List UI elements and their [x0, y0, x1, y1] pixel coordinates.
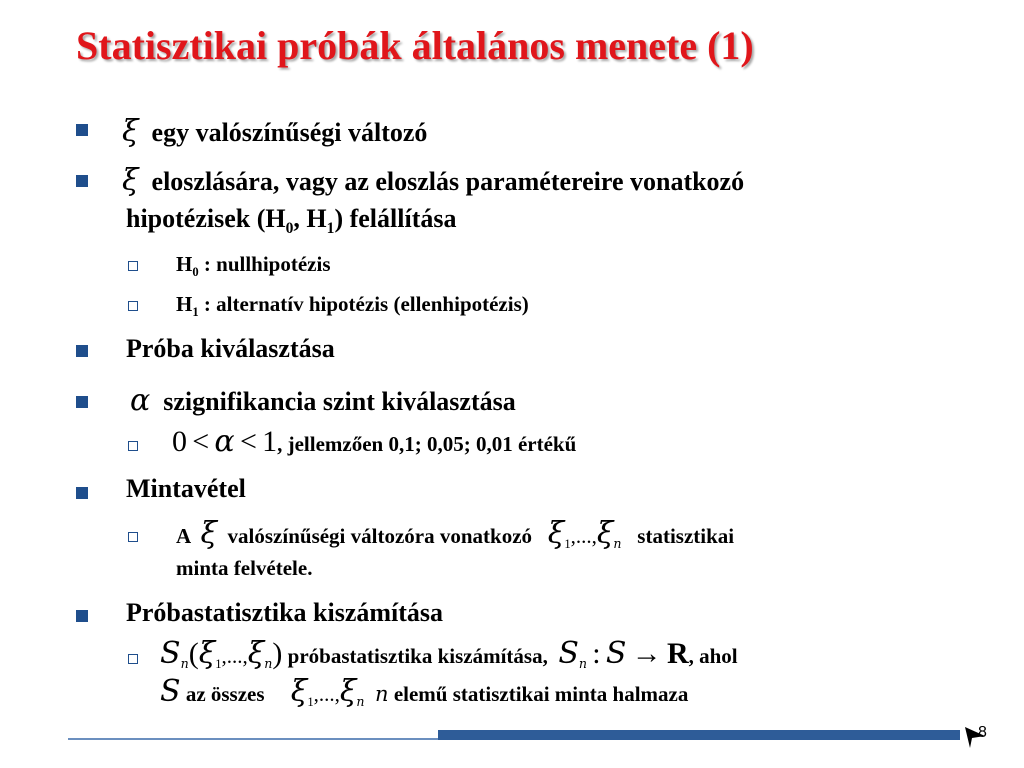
bullet-2-text: eloszlására, vagy az eloszlás paramétereire vonatkozó — [151, 167, 745, 196]
bullet-4-text: szignifikancia szint kiválasztása — [163, 387, 516, 416]
xi-symbol: ξ — [198, 636, 216, 671]
bullet-2-continuation — [126, 204, 456, 238]
sub-bullet-square-icon — [128, 441, 138, 451]
sub-bullet-h1 — [176, 292, 529, 320]
bullet-6: Próbastatisztika kiszámítása — [126, 598, 444, 627]
s-symbol: S — [605, 636, 627, 671]
sub-bullet-h0 — [176, 252, 331, 280]
page-number: 8 — [978, 724, 987, 741]
dots: ,..., — [313, 682, 340, 706]
s-symbol: S — [160, 674, 181, 709]
statistic-text-ahol: , ahol — [688, 644, 738, 668]
zero: 0 — [172, 425, 187, 458]
xi-symbol: ξ — [290, 674, 308, 709]
sub-n: n — [356, 694, 365, 710]
sub-bullet-square-icon — [128, 532, 138, 542]
sub-n: n — [578, 656, 588, 672]
sub-bullet-statistic — [160, 636, 738, 672]
dots: ,..., — [221, 644, 248, 668]
bullet-1-text: egy valószínűségi változó — [151, 118, 428, 147]
sub-bullet-square-icon — [128, 654, 138, 664]
xi-symbol: ξ — [122, 114, 139, 149]
sub-0: 0 — [192, 265, 199, 280]
sub-bullet-h0-text: : nullhipotézis — [203, 252, 331, 276]
bullet-2 — [122, 163, 744, 198]
alpha-symbol: α — [130, 383, 151, 418]
less-than: < — [192, 425, 210, 458]
statistic-text: próbastatisztika kiszámítása, — [287, 644, 548, 668]
xi-symbol: ξ — [547, 516, 565, 551]
less-than: < — [239, 425, 257, 458]
sub-bullet-alpha-range — [172, 424, 576, 459]
sub-bullet-alpha-text: , jellemzően 0,1; 0,05; 0,01 értékű — [277, 432, 577, 456]
sub-1: 1 — [564, 537, 571, 552]
sampling-text: valószínűségi változóra vonatkozó — [227, 524, 533, 548]
sampling-a: A — [176, 524, 191, 548]
colon: : — [592, 637, 601, 670]
bullet-5: Mintavétel — [126, 474, 246, 503]
sub-1: 1 — [215, 657, 222, 672]
sub-bullet-square-icon — [128, 261, 138, 271]
bullet-square-icon — [76, 610, 88, 622]
sampling-text-end: statisztikai — [637, 524, 735, 548]
alpha-symbol: α — [214, 424, 235, 459]
bullet-3: Próba kiválasztása — [126, 334, 335, 363]
bullet-square-icon — [76, 345, 88, 357]
sub-1: 1 — [307, 695, 314, 710]
slide-title: Statisztikai próbák általános menete (1) — [76, 23, 754, 68]
sub-bullet-statistic-cont — [160, 674, 688, 710]
sub-bullet-h1-text: : alternatív hipotézis (ellenhipotézis) — [203, 292, 529, 316]
bullet-2-cont-post: ) felállítása — [334, 204, 457, 233]
one: 1 — [262, 425, 278, 458]
arrow-symbol: → — [631, 637, 662, 670]
sub-bullet-sampling-cont: minta felvétele. — [176, 556, 313, 580]
xi-symbol: ξ — [596, 516, 614, 551]
s-symbol: S — [558, 636, 579, 671]
xi-symbol: ξ — [122, 163, 139, 198]
s-symbol: S — [160, 636, 181, 671]
bullet-square-icon — [76, 487, 88, 499]
sub-bullet-sampling — [176, 516, 734, 552]
xi-symbol: ξ — [247, 636, 265, 671]
n-symbol: n — [375, 682, 389, 706]
bullet-square-icon — [76, 396, 88, 408]
sub-1: 1 — [326, 220, 335, 238]
bullet-1 — [122, 114, 427, 149]
left-paren: ( — [188, 637, 199, 670]
dots: ,..., — [570, 524, 597, 548]
bullet-4 — [130, 383, 516, 418]
bullet-square-icon — [76, 175, 88, 187]
sub-bullet-square-icon — [128, 301, 138, 311]
footer-bar — [438, 730, 960, 740]
h-letter: H — [176, 292, 193, 316]
h-letter: H — [176, 252, 193, 276]
bullet-2-cont-pre: hipotézisek (H — [126, 204, 286, 233]
sub-n: n — [264, 656, 273, 672]
sub-n: n — [613, 536, 622, 552]
sub-n: n — [180, 656, 189, 672]
statistic-set-text-end: elemű statisztikai minta halmaza — [393, 682, 689, 706]
xi-symbol: ξ — [200, 516, 218, 551]
xi-symbol: ξ — [339, 674, 357, 709]
r-symbol: R — [666, 637, 689, 670]
bullet-2-cont-mid: , H — [293, 204, 327, 233]
bullet-square-icon — [76, 124, 88, 136]
sub-1: 1 — [192, 305, 199, 320]
statistic-set-text: az összes — [185, 682, 265, 706]
sub-0: 0 — [285, 220, 294, 238]
footer-line — [68, 738, 440, 740]
right-paren: ) — [272, 637, 283, 670]
